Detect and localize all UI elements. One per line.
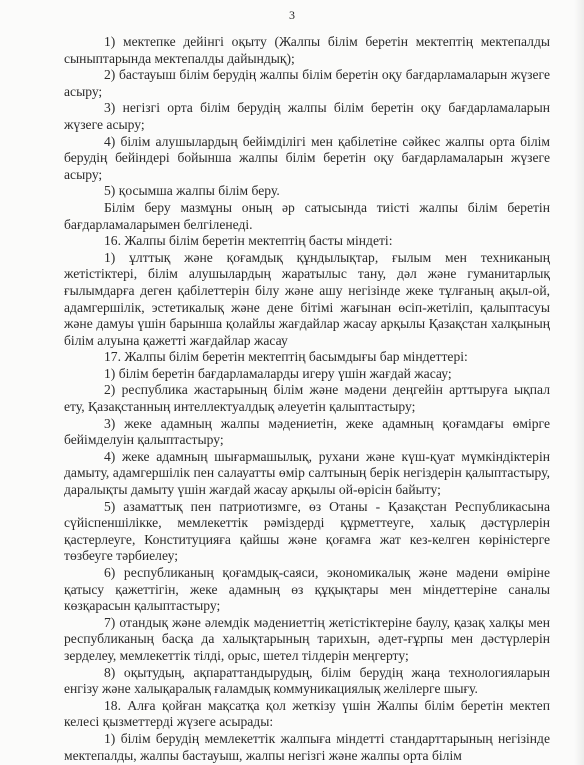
paragraph: 4) жеке адамның шығармашылық, рухани және күш-қуат мүмкіндіктерін дамыту, адамгершілік пен салауатты өмір салтының берік негіздерін қалыптастыру, даралықты дамыту үшін жағдай жасау арқылы ой-өрісін байыту; bbox=[64, 448, 550, 498]
section-heading: 17. Жалпы білім беретін мектептің басымдығы бар міндеттері: bbox=[104, 349, 468, 365]
section-heading: 18. Алға қойған мақсатқа қол жеткізу үшін Жалпы білім беретін мектеп келесі қызметтерді жүзеге асырады: bbox=[64, 697, 550, 730]
paragraph: 2) республика жастарының білім және мәдени деңгейін арттыруға ықпал ету, Қазақстанның интеллектуалдық әлеуетін қалыптастыру; bbox=[64, 382, 550, 415]
paragraph: 1) білім берудің мемлекеттік жалпыға міндетті стандарттарының негізінде мектепалды, жалпы бастауыш, жалпы негізгі және жалпы орта білім bbox=[64, 730, 550, 763]
document-body bbox=[64, 34, 550, 764]
paragraph: 8) оқытудың, ақпараттандырудың, білім берудің жаңа технологияларын енгізу және халықаралық ғаламдық коммуникациялық желілерге шығу. bbox=[64, 664, 550, 697]
paragraph: 5) азаматтық пен патриотизмге, өз Отаны - Қазақстан Республикасына сүйіспеншілікке, мемлекеттік рәміздерді құрметтеуге, халық дәстүрлерін қастерлеуге, Конституцияға қайшы және қоғамға жат кез-келген көріністерге төзбеуге тәрбиелеу; bbox=[64, 498, 550, 564]
paragraph: 4) білім алушылардың бейімділігі мен қабілетіне сәйкес жалпы орта білім берудің бейіндері бойынша жалпы білім беретін оқу бағдарламаларын жүзеге асыру; bbox=[64, 133, 550, 182]
page-number: 3 bbox=[289, 8, 295, 22]
paragraph: 2) бастауыш білім берудің жалпы білім беретін оқу бағдарламаларын жүзеге асыру; bbox=[64, 67, 550, 99]
paragraph: 5) қосымша жалпы білім беру. bbox=[104, 183, 280, 199]
section-heading: 16. Жалпы білім беретін мектептің басты міндеті: bbox=[104, 233, 393, 249]
scan-edge-shadow bbox=[574, 0, 584, 765]
paragraph: Білім беру мазмұны оның әр сатысында тиісті жалпы білім беретін бағдарламаларымен белгіленеді. bbox=[64, 199, 550, 232]
paragraph: 6) республиканың қоғамдық-саяси, экономикалық және мәдени өміріне қатысу қажеттігін, жеке адамның өз құқықтары мен міндеттеріне саналы көзқарасын қалыптастыру; bbox=[64, 565, 550, 614]
paragraph: 3) жеке адамның жалпы мәдениетін, жеке адамның қоғамдағы өмірге бейімделуін қалыптастыру; bbox=[64, 415, 550, 448]
paragraph: 3) негізгі орта білім берудің жалпы білім беретін оқу бағдарламаларын жүзеге асыру; bbox=[64, 100, 550, 132]
paragraph: 7) отандық және әлемдік мәдениеттің жетістіктеріне баулу, қазақ халқы мен республиканың басқа да халықтарының тарихын, әдет-ғұрпы мен дәстүрлерін зерделеу, мемлекеттік тілді, орыс, шетел тілдерін меңгерту; bbox=[64, 614, 550, 663]
paragraph: 1) мектепке дейінгі оқыту (Жалпы білім беретін мектептің мектепалды сыныптарында мектепалды дайындық); bbox=[64, 34, 550, 66]
paragraph: 1) білім беретін бағдарламаларды игеру үшін жағдай жасау; bbox=[104, 365, 452, 381]
paragraph: 1) ұлттық және қоғамдық құндылықтар, ғылым мен техниканың жетістіктері, білім алушылардың жаратылыс тану, дәл және гуманитарлық ғылымдарға деген қабілеттерін білу және ашу негізінде жеке тұлғаның ақыл-ой, адамгершілік, эстетикалық және дене бітімі жағынан өсіп-жетіліп, қалыптасуы және дамуы үшін барынша қолайлы жағдайлар жасау арқылы Қазақстан халқының білім алуына қажетті жағдайлар жасау bbox=[64, 249, 550, 348]
